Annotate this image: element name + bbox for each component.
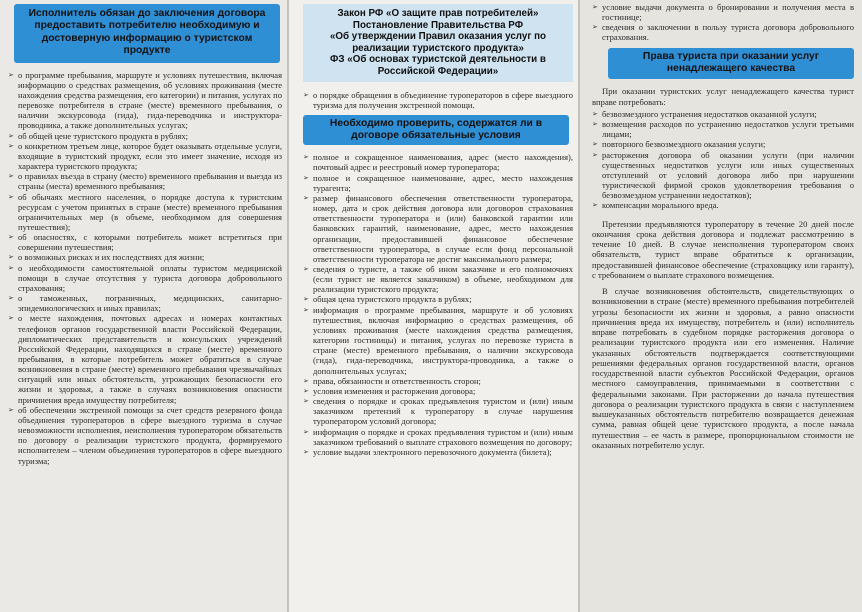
right-panel bbox=[580, 0, 862, 612]
law-heading: Закон РФ «О защите прав потребителей» Постановление Правительства РФ «Об утверждении Правил оказания услуг по реализации туристского продукта» ФЗ «Об основах туристской деятельности в Российской Федерации» bbox=[303, 4, 573, 82]
contract-term-item: ➢ размер финансового обеспечения ответственности туроператора, номер, дата и срок действия договора или договоров страхования ответственности туроператора и (или) банковской гарантии или банковских гарантий, наименование, адрес, место нахождения организации, предоставившей финансовое обеспечение ответственности туроператора, в случае если фонд персональной ответственности туроператора не достиг максимального размера; bbox=[303, 193, 573, 264]
left-info-list bbox=[8, 70, 282, 466]
tourist-right-item: ➢ компенсации морального вреда. bbox=[592, 200, 854, 210]
info-list-item: ➢ о таможенных, пограничных, медицинских, санитарно-эпидемиологических и иных правилах; bbox=[8, 293, 282, 313]
tourist-right-item: ➢ безвозмездного устранения недостатков оказанной услуги; bbox=[592, 109, 854, 119]
middle-panel bbox=[289, 0, 579, 612]
contract-term-item: ➢ полное и сокращенное наименование, адрес, место нахождения турагента; bbox=[303, 173, 573, 193]
contract-term-item: ➢ сведения о заключении в пользу туриста договора добровольного страхования. bbox=[592, 22, 854, 42]
check-heading: Необходимо проверить, содержатся ли в договоре обязательные условия bbox=[303, 115, 569, 145]
contract-term-item: ➢ сведения о порядке и сроках предъявления туристом и (или) иным заказчиком претензий к туроператору в случае нарушения туроператором условий договора; bbox=[303, 396, 573, 426]
contract-term-item: ➢ условие выдачи документа о бронировании и получения места в гостинице; bbox=[592, 2, 854, 22]
middle-intro-list bbox=[303, 90, 573, 110]
contract-term-item: ➢ условия изменения и расторжения договора; bbox=[303, 386, 573, 396]
tourist-right-item: ➢ возмещения расходов по устранению недостатков услуги третьими лицами; bbox=[592, 119, 854, 139]
info-list-item: ➢ о правилах въезда в страну (место) временного пребывания и выезда из страны (места) временного пребывания; bbox=[8, 171, 282, 191]
safety-paragraph: В случае возникновения обстоятельств, свидетельствующих о возникновении в стране (месте) временного пребывания потребителей угрозы безопасности их жизни и здоровья, а равно опасности причинения вреда их имуществу, потребитель и (или) исполнитель вправе потребовать в судебном порядке расторжения договора о реализации туристского продукта или его изменения. Наличие указанных обстоятельств подтверждается соответствующими решениями федеральных органов государственной власти, органов государственной власти субъектов Российской Федерации, органов местного самоуправления, принимаемыми в соответствии с федеральными законами. При расторжении до начала путешествия договора о реализации туристского продукта в связи с наступлением вышеуказанных обстоятельств потребителю возвращается денежная сумма, равная общей цене туристского продукта, а после начала путешествия – ее часть в размере, пропорциональном стоимости не оказанных потребителю услуг. bbox=[592, 286, 854, 450]
contract-term-item: ➢ информация о порядке и сроках предъявления туристом и (или) иным заказчиком требований о выплате страхового возмещения по договору; bbox=[303, 427, 573, 447]
left-heading: Исполнитель обязан до заключения договора предоставить потребителю необходимую и достоверную информацию о туристском продукте bbox=[14, 4, 280, 63]
tourist-right-item: ➢ повторного безвозмездного оказания услуги; bbox=[592, 139, 854, 149]
tourist-rights-list bbox=[592, 109, 854, 211]
info-list-item: ➢ о возможных рисках и их последствиях для жизни; bbox=[8, 252, 282, 262]
left-panel bbox=[0, 0, 288, 612]
contract-term-item: ➢ сведения о туристе, а также об ином заказчике и его полномочиях (если турист не является заказчиком) в объеме, необходимом для реализации туристского продукта; bbox=[303, 264, 573, 294]
contract-term-item: ➢ права, обязанности и ответственность сторон; bbox=[303, 376, 573, 386]
claims-paragraph: Претензии предъявляются туроператору в течение 20 дней после окончания срока действия договора и подлежат рассмотрению в течение 10 дней. В случае неисполнения туроператором своих обязательств, турист вправе обратиться к организации, предоставившей финансовое обеспечение (страховщику или гаранту), с требованием о выплате страхового возмещения. bbox=[592, 218, 854, 280]
rights-heading: Права туриста при оказании услуг ненадлежащего качества bbox=[608, 48, 854, 80]
info-list-item: ➢ об обычаях местного населения, о порядке доступа к туристским ресурсам с учетом принятых в стране (месте) временного пребывания ограничительных мер (в объеме, необходимом для совершения путешествия); bbox=[8, 192, 282, 233]
contract-term-item: ➢ полное и сокращенное наименования, адрес (место нахождения), почтовый адрес и реестровый номер туроператора; bbox=[303, 152, 573, 172]
info-list-item: ➢ о месте нахождения, почтовых адресах и номерах контактных телефонов органов государственной власти Российской Федерации, дипломатических представительств и консульских учреждений Российской Федерации, находящихся в стране (месте) временного пребывания, в которые потребитель может обратиться в случае возникновения в стране (месте) временного пребывания чрезвычайных ситуаций или иных обстоятельств, угрожающих безопасности его жизни и здоровья, а также в случаях возникновения опасности причинения вреда имуществу потребителя; bbox=[8, 313, 282, 404]
rights-intro: При оказании туристских услуг ненадлежащего качества турист вправе потребовать: bbox=[592, 86, 854, 107]
info-list-item: ➢ об общей цене туристского продукта в рублях; bbox=[8, 131, 282, 141]
contract-term-item: ➢ условие выдачи электронного перевозочного документа (билета); bbox=[303, 447, 573, 457]
contract-term-item: ➢ общая цена туристского продукта в рублях; bbox=[303, 294, 573, 304]
tourist-right-item: ➢ расторжения договора об оказании услуги (при наличии существенных недостатков услуги или иных существенных отступлений от условий договора либо при нарушении туристической фирмой сроков удовлетворения требования о безвозмездном устранении недостатков); bbox=[592, 150, 854, 201]
info-list-item: ➢ о порядке обращения в объединение туроператоров в сфере выездного туризма для получения экстренной помощи. bbox=[303, 90, 573, 110]
contract-terms-list bbox=[303, 152, 573, 457]
contract-term-item: ➢ информация о программе пребывания, маршруте и об условиях путешествия, включая информацию о средствах размещения, об условиях проживания (месте нахождения средства размещения, категории гостиницы) и питания, услугах по перевозке туриста в стране (месте) временного пребывания, о наличии экскурсовода (гида), гида-переводчика, инструктора-проводника, а также о дополнительных услугах; bbox=[303, 305, 573, 376]
info-list-item: ➢ о необходимости самостоятельной оплаты туристом медицинской помощи в случае отсутствия у туриста договора добровольного страхования; bbox=[8, 263, 282, 293]
info-list-item: ➢ о программе пребывания, маршруте и условиях путешествия, включая информацию о средствах размещения, об условиях проживания (месте нахождения средства размещения, его категории) и питания, услугах по перевозке потребителя в стране (месте) временного пребывания, о наличии экскурсовода (гида), гида-переводчика и инструктора-проводника, а также дополнительных услугах; bbox=[8, 70, 282, 131]
right-top-list bbox=[592, 2, 854, 43]
info-list-item: ➢ об опасностях, с которыми потребитель может встретиться при совершении путешествия; bbox=[8, 232, 282, 252]
info-list-item: ➢ о конкретном третьем лице, которое будет оказывать отдельные услуги, входящие в туристский продукт, если это имеет значение, исходя из характера туристского продукта; bbox=[8, 141, 282, 171]
info-list-item: ➢ об обеспечении экстренной помощи за счет средств резервного фонда объединения туроператоров в сфере выездного туризма в случае невозможности исполнения, неисполнения туроператором обязательств по договору о реализации туристского продукта, формируемого исполнителем – членом объединения туроператоров в сфере выездного туризма; bbox=[8, 405, 282, 466]
